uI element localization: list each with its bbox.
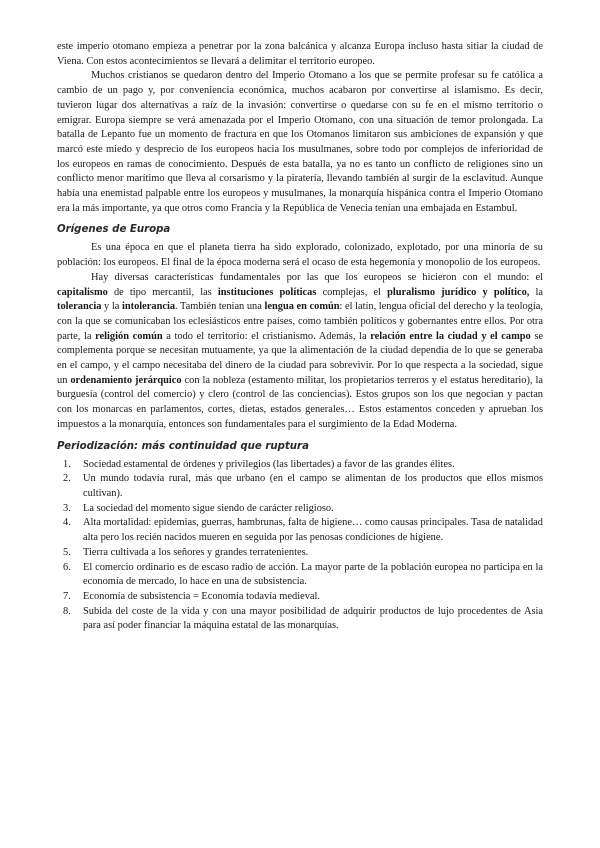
list-text: Economía de subsistencia = Economía todavía medieval. [83,590,320,602]
text-run: de tipo mercantil, las [107,286,218,298]
list-number: 2. [63,473,71,485]
bold-term-relacion: relación entre la ciudad y el campo [370,330,531,342]
paragraph-origenes-1: Es una época en que el planeta tierra ha sido explorado, colonizado, explotado, por una minoría de su población: los europeos. El final de la época moderna será el ocaso de esta hegemonía y monopolio de los europeos. [57,242,543,269]
list-number: 8. [63,605,71,617]
list-item [57,590,543,605]
list-text: Sociedad estamental de órdenes y privilegios (las libertades) a favor de las grandes élites. [83,458,455,470]
list-item [57,472,543,501]
bold-term-ordenamiento: ordenamiento jerárquico [70,374,182,386]
list-text: Un mundo todavía rural, más que urbano (en el campo se alimentan de los productos que ellos mismos cultivan). [83,473,543,499]
periodization-list [57,458,543,634]
list-text: Alta mortalidad: epidemias, guerras, hambrunas, falta de higiene… como causas principales. Tasa de natalidad alta pero los recién nacidos mueren en seguida por las penosas condiciones de higiene. [83,517,543,544]
paragraph-christians-ottoman: Muchos cristianos se quedaron dentro del Imperio Otomano a los que se permite profesar su fe católica a cambio de un pago y, por conveniencia económica, muchos acabaron por convertirse al islamismo. Es decir, tuvieron lugar dos alternativas a raíz de la invasión: convertirse o quedarse con su fe en el mismo territorio o emigrar. Europa siempre se verá amenazada por el Imperio Otomano, con una situación de temor prolongada. La batalla de Lepanto fue un momento de fractura en que los Otomanos limitaron sus ambiciones de expansión y que marcó este miedo y desprecio de los europeos hacia los musulmanes, sobre todo por complejos de inferioridad de los europeos en ramas de conocimiento. Después de esta batalla, ya no es tanto un conflicto de religiones sino un conflicto menor marítimo que lleva al corsarismo y la piratería, llevando también al surgir de la esclavitud. Aunque había una enemistad palpable entre los europeos y musulmanes, la monarquía hispánica contra el Imperio Otomano era la más importante, ya que otros como Francia y la República de Venecia tenían una embajada en Estambul. [57,70,543,214]
text-run: : el latín, lengua oficial del derecho y la teología, con la que se comunicaban los eclesiásticos entre países, como también políticos y gobernantes entre ellos. Por otra parte, la [57,301,543,342]
list-item [57,546,543,561]
bold-term-pluralismo: pluralismo jurídico y político, [387,286,530,298]
list-item [57,561,543,590]
section-title-origenes: Orígenes de Europa [57,224,171,236]
bold-term-capitalismo: capitalismo [57,286,108,298]
list-item [57,458,543,473]
text-run: . También tenían una [175,301,265,313]
text-run: con la nobleza (estamento militar, los propietarios terreros y el estatus hereditario), la burguesía (control del comercio) y clero (control de las conciencias). Estos grupos son los que negocian y pactan con los monarcas en parlamentos, cortes, dietas, estados generales… Estos estamentos conceden y aprueban los impuestos a la monarquía, entonces son fundamentales para el surgimiento de la Edad Moderna. [57,374,543,430]
bold-term-tolerancia: tolerancia [57,301,102,313]
list-number: 4. [63,517,71,529]
section-title-periodizacion: Periodización: más continuidad que ruptura [57,440,309,452]
document-page [57,40,543,634]
list-number: 5. [63,546,71,558]
list-item [57,502,543,517]
list-text: La sociedad del momento sigue siendo de carácter religioso. [83,502,334,514]
list-number: 6. [63,561,71,573]
bold-term-intolerancia: intolerancia [121,301,176,313]
list-text: Subida del coste de la vida y con una mayor posibilidad de adquirir productos de lujo procedentes de Asia para así poder financiar la máquina estatal de las monarquías. [83,605,543,632]
bold-term-religion: religión común [95,330,163,342]
paragraph-ottoman-intro: este imperio otomano empieza a penetrar por la zona balcánica y alcanza Europa incluso hasta sitiar la ciudad de Viena. Con estos acontecimientos se llevará a delimitar el territorio europeo. [57,41,543,67]
bold-term-instituciones: instituciones políticas [217,286,317,298]
paragraph-origenes-2 [57,271,543,433]
text-run: la [529,286,544,298]
text-run: a todo el territorio: el cristianismo. Además, la [162,330,371,342]
text-run: Hay diversas características fundamentales por las que los europeos se hicieron con el mundo: el [91,271,543,283]
list-item [57,516,543,545]
list-item [57,605,543,634]
list-number: 1. [63,458,71,470]
list-number: 3. [63,502,71,514]
bold-term-lengua: lengua en común [264,301,340,313]
text-run: complejas, el [316,286,388,298]
list-number: 7. [63,590,71,602]
text-run: y la [101,301,122,313]
text-run: se complementa porque se necesitan mutuamente, ya que la alimentación de la ciudad dependía de lo que se generaba en el campo, y el campo necesitaba del dinero de la ciudad para sobrevivir. Por lo que respecta a la sociedad, sigue un [57,330,544,386]
list-text: Tierra cultivada a los señores y grandes terratenientes. [83,546,309,558]
list-text: El comercio ordinario es de escaso radio de acción. La mayor parte de la población europea no participa en la economía de mercado, lo hace en una de subsistencia. [83,561,543,588]
